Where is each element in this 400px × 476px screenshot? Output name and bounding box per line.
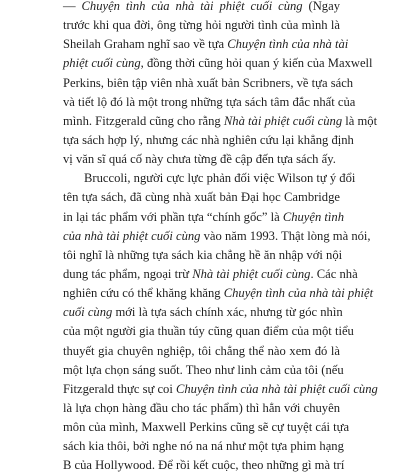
text-line xyxy=(63,418,350,437)
text-line xyxy=(63,246,343,265)
text-segment: mới là tựa sách chính xác, nhưng từ góc nhìn xyxy=(112,305,343,320)
text-line xyxy=(63,227,371,246)
text-segment: tựa sách hợp lý, nhưng các nhà nghiên cứu lại khẳng định xyxy=(63,132,354,147)
text-segment: môn của mình, Maxwell Perkins cũng sẽ cự tuyệt cái tựa xyxy=(63,420,350,435)
italic-title: của nhà tài phiệt cuối cùng xyxy=(63,228,201,243)
italic-title: phiệt cuối cùng xyxy=(63,56,141,71)
text-line xyxy=(63,54,373,73)
text-line xyxy=(63,35,349,54)
text-line xyxy=(63,322,354,341)
italic-title: Nhà tài phiệt cuối cùng xyxy=(192,266,311,281)
text-segment: sách kia thôi, bởi nghe nó na ná như một tựa phim hạng xyxy=(63,439,344,454)
text-segment: thuyết gia chuyên nghiệp, tôi chẳng thể nào xem đó là xyxy=(63,343,340,358)
text-segment: Perkins, biên tập viên nhà xuất bản Scribners, về tựa sách xyxy=(63,75,354,90)
text-line xyxy=(63,150,340,169)
text-line xyxy=(63,208,345,227)
text-segment: trước khi qua đời, ông từng hỏi người tình của mình là xyxy=(63,18,340,33)
text-segment: là một xyxy=(342,113,378,128)
text-line xyxy=(63,303,343,322)
text-segment: . Các nhà xyxy=(310,266,358,281)
text-segment: , đồng thời cũng hỏi quan ý kiến của Maxwell xyxy=(140,56,373,71)
text-segment: Bruccoli, người cực lực phản đối việc Wilson tự ý đổi xyxy=(84,171,356,186)
italic-title: cuối cùng xyxy=(63,305,113,320)
text-segment: Sheilah Graham nghĩ sao về tựa xyxy=(63,37,228,52)
italic-title: Chuyện tình xyxy=(282,209,345,224)
body-text xyxy=(63,0,378,476)
text-line xyxy=(63,16,340,35)
text-line xyxy=(63,93,356,112)
text-segment: tôi nghĩ là những tựa sách kia chẳng hề ăn nhập với nội xyxy=(63,247,343,262)
text-line xyxy=(63,74,354,93)
text-line xyxy=(63,380,378,399)
text-segment: dung tác phẩm, ngoại trừ xyxy=(63,266,193,281)
text-line xyxy=(63,437,344,456)
text-segment: vào năm 1993. Thật lòng mà nói, xyxy=(200,228,371,243)
text-segment: mình. Fitzgerald cũng cho rằng xyxy=(63,113,224,128)
text-segment: vị văn sĩ quá cố này chưa từng đề cập đến tựa sách ấy. xyxy=(63,152,336,167)
text-line xyxy=(63,399,340,418)
italic-title: Chuyện tình của nhà tài phiệt cuối cùng xyxy=(81,0,303,13)
text-line xyxy=(63,284,374,303)
italic-title: Chuyện tình của nhà tài phiệt cuối cùng xyxy=(175,381,378,396)
text-segment: B của Hollywood. Để rồi kết cuộc, theo những gì mà trí xyxy=(63,458,345,473)
text-segment: nghiên cứu có thể khăng khăng xyxy=(63,286,224,301)
text-line xyxy=(63,112,378,131)
text-segment: tên tựa sách, đã cùng nhà xuất bản Đại học Cambridge xyxy=(63,190,340,205)
text-line xyxy=(63,169,356,188)
text-line xyxy=(63,265,358,284)
text-segment: của một người gia thuần túy cũng quan điểm của một tiểu xyxy=(63,324,354,339)
text-segment: một lựa chọn sáng suốt. Theo như linh cảm của tôi (nếu xyxy=(63,362,344,377)
text-line xyxy=(63,456,345,475)
text-line xyxy=(63,0,340,16)
italic-title: Chuyện tình của nhà tài xyxy=(227,37,349,52)
italic-title: Chuyện tình của nhà tài phiệt xyxy=(223,286,374,301)
text-segment: là lựa chọn hàng đầu cho tác phẩm) thì hẳn với chuyên xyxy=(63,400,340,415)
text-segment: và tiết lộ đó là một trong những tựa sách tâm đắc nhất của xyxy=(63,94,356,109)
text-line xyxy=(63,131,354,150)
text-segment: Fitzgerald thực sự coi xyxy=(63,381,176,396)
text-segment: in lại tác phẩm với phần tựa “chính gốc” là xyxy=(63,209,283,224)
italic-title: Nhà tài phiệt cuối cùng xyxy=(223,113,343,128)
text-line xyxy=(63,188,340,207)
text-line xyxy=(63,342,340,361)
text-segment: — xyxy=(63,0,82,13)
text-segment: (Ngay xyxy=(302,0,340,13)
text-line xyxy=(63,361,344,380)
